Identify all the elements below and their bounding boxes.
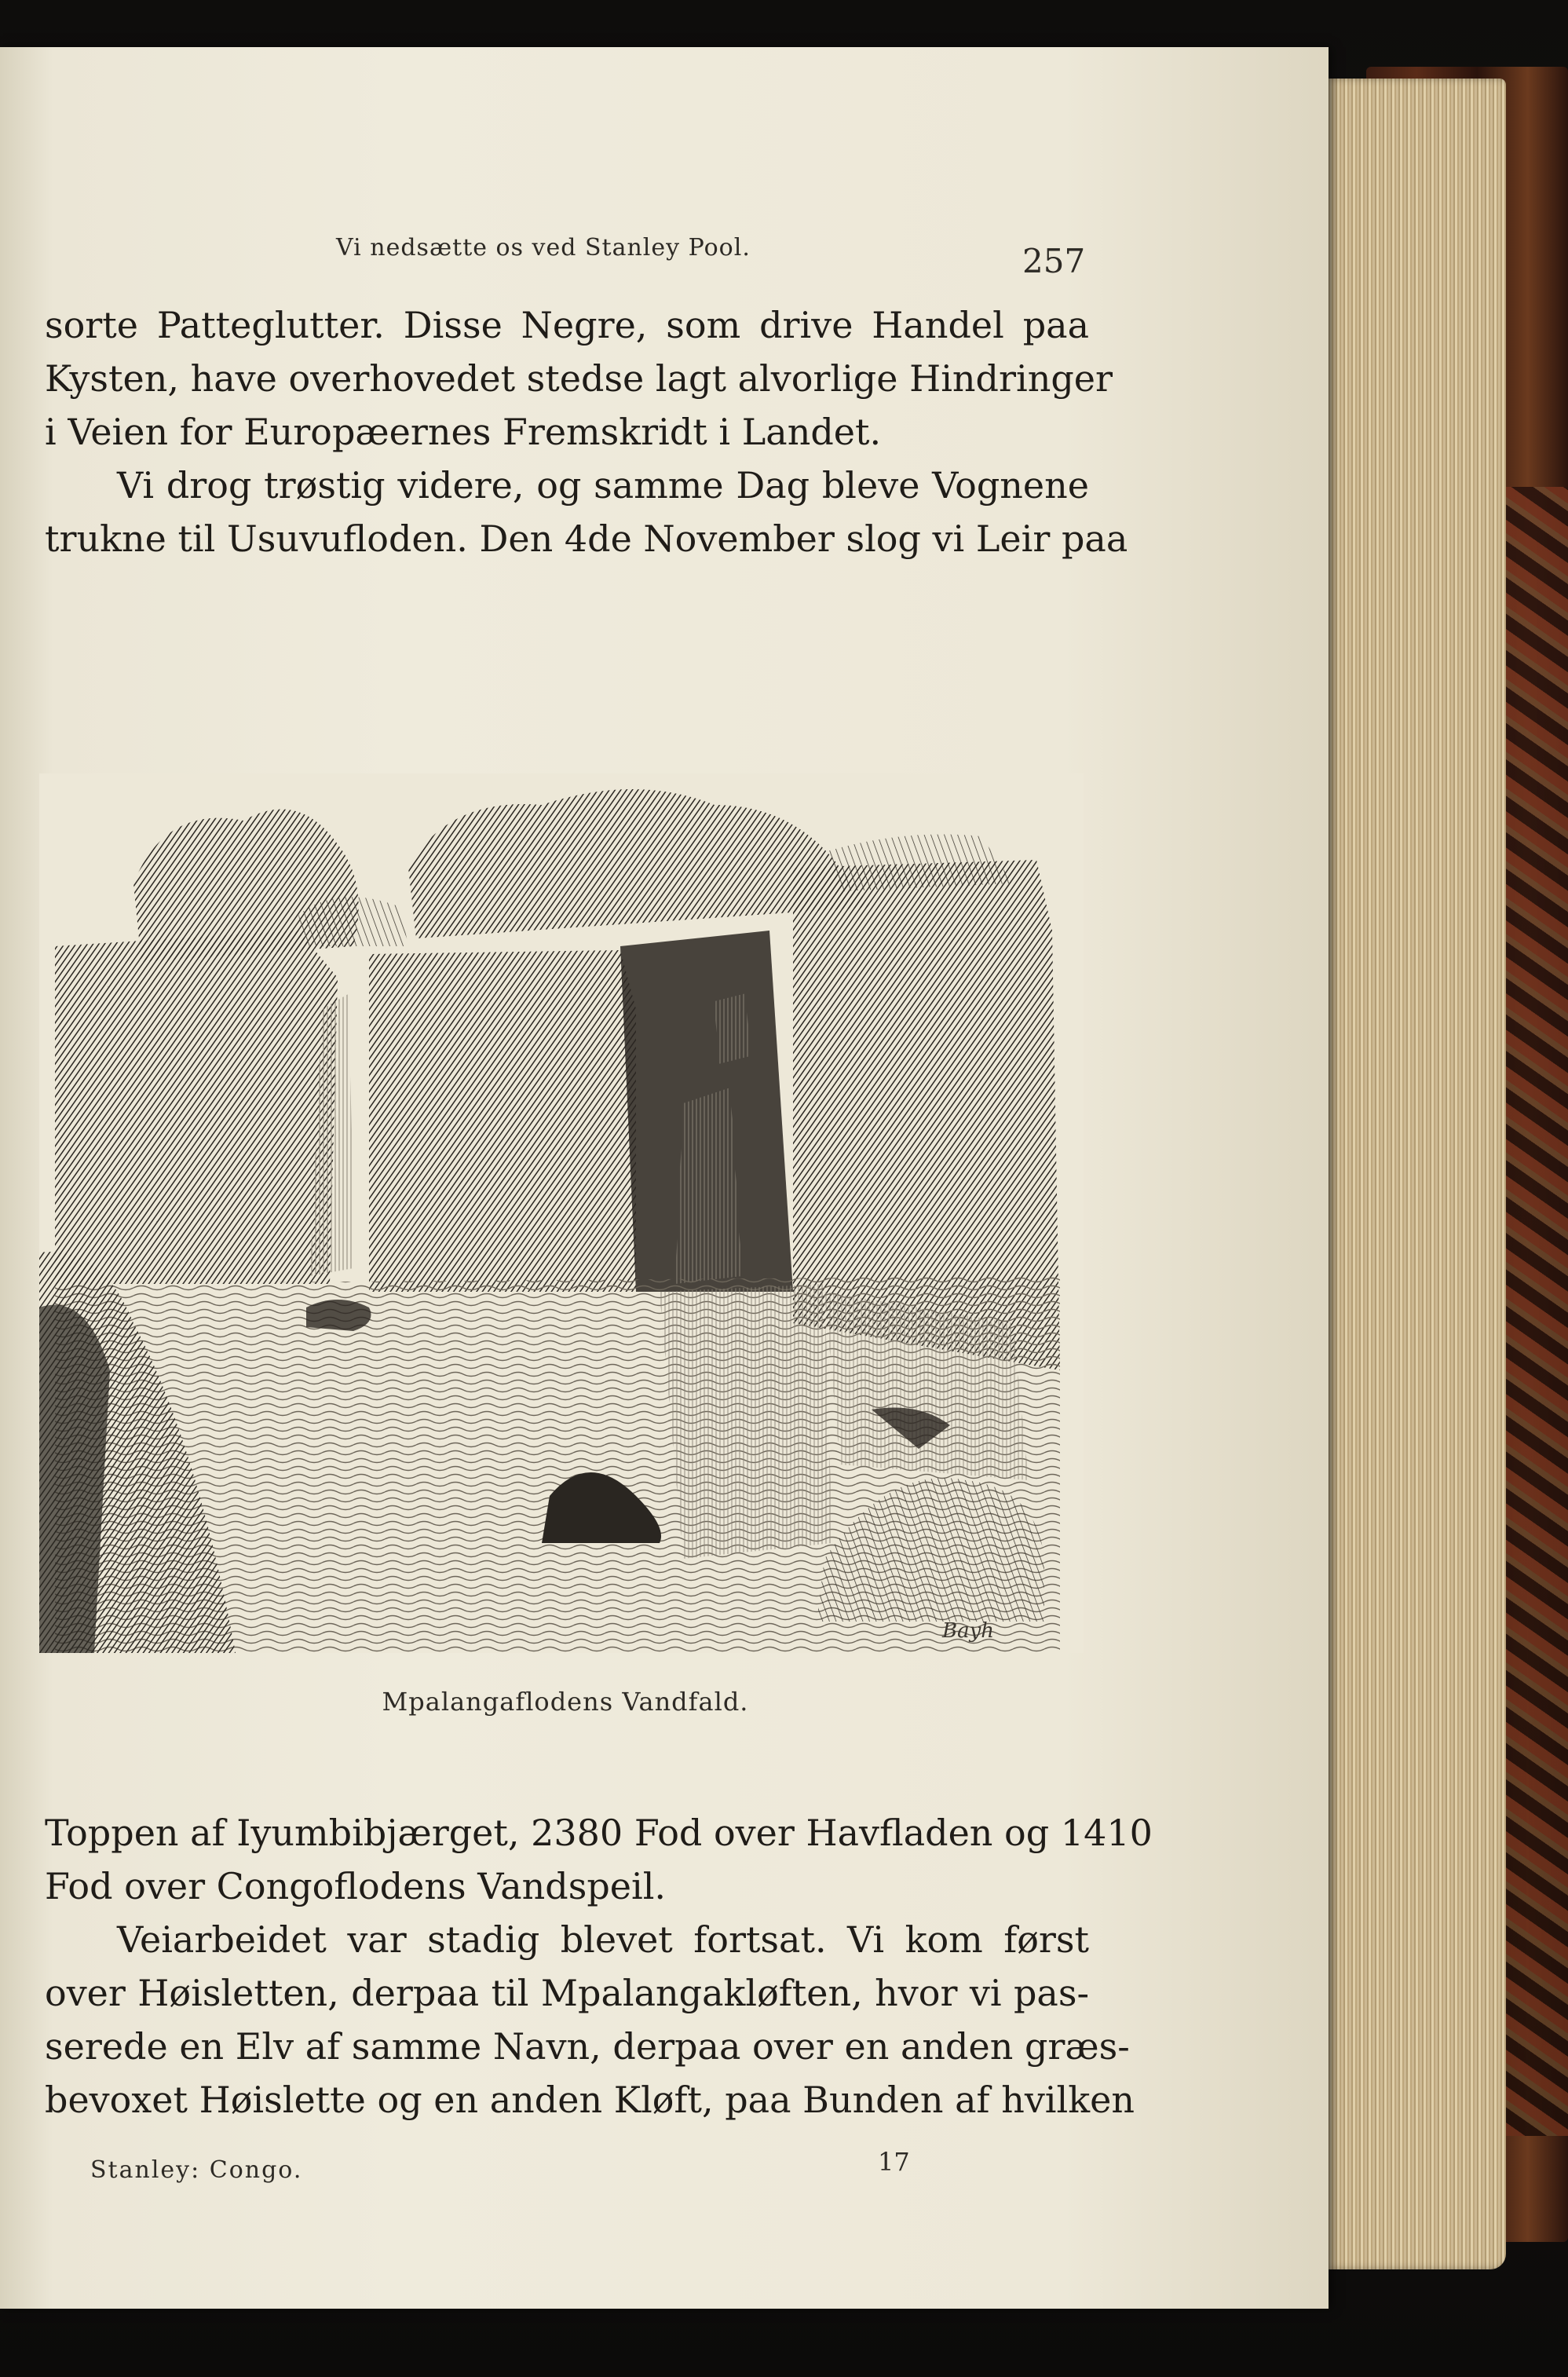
signature-mark: Stanley: Congo.	[90, 2156, 303, 2184]
signature-number: 17	[878, 2147, 910, 2177]
illustration-caption: Mpalangaflodens Vandfald.	[382, 1687, 749, 1717]
page-number: 257	[1022, 242, 1086, 280]
text-line: trukne til Usuvufloden. Den 4de November slog vi Leir paa	[45, 517, 1128, 560]
top-paragraphs	[45, 298, 1128, 565]
text-line: Toppen af Iyumbibjærget, 2380 Fod over Havfladen og 1410	[45, 1812, 1153, 1854]
text-line: Kysten, have overhovedet stedse lagt alvorlige Hindringer	[45, 357, 1113, 400]
bottom-paragraphs	[45, 1806, 1153, 2127]
text-line: sorte Patteglutter. Disse Negre, som drive Handel paa	[45, 304, 1089, 346]
text-line: Fod over Congoflodens Vandspeil.	[45, 1865, 667, 1907]
page-fore-edge	[1325, 79, 1506, 2269]
text-line: Vi drog trøstig videre, og samme Dag bleve Vognene	[117, 464, 1089, 506]
running-head: Vi nedsætte os ved Stanley Pool.	[336, 234, 751, 261]
text-line: serede en Elv af samme Navn, derpaa over en anden græs-	[45, 2025, 1130, 2068]
text-line: Veiarbeidet var stadig blevet fortsat. Vi kom først	[117, 1918, 1089, 1961]
engraver-signature: Bayh	[942, 1619, 995, 1643]
text-line: bevoxet Høislette og en anden Kløft, paa Bunden af hvilken	[45, 2079, 1135, 2121]
text-line: over Høisletten, derpaa til Mpalangakløften, hvor vi pas-	[45, 1972, 1089, 2014]
marbled-endpaper	[1506, 487, 1568, 2136]
text-line: i Veien for Europæernes Fremskridt i Landet.	[45, 411, 882, 453]
waterfall-illustration	[39, 773, 1084, 1653]
book-page	[0, 47, 1329, 2309]
